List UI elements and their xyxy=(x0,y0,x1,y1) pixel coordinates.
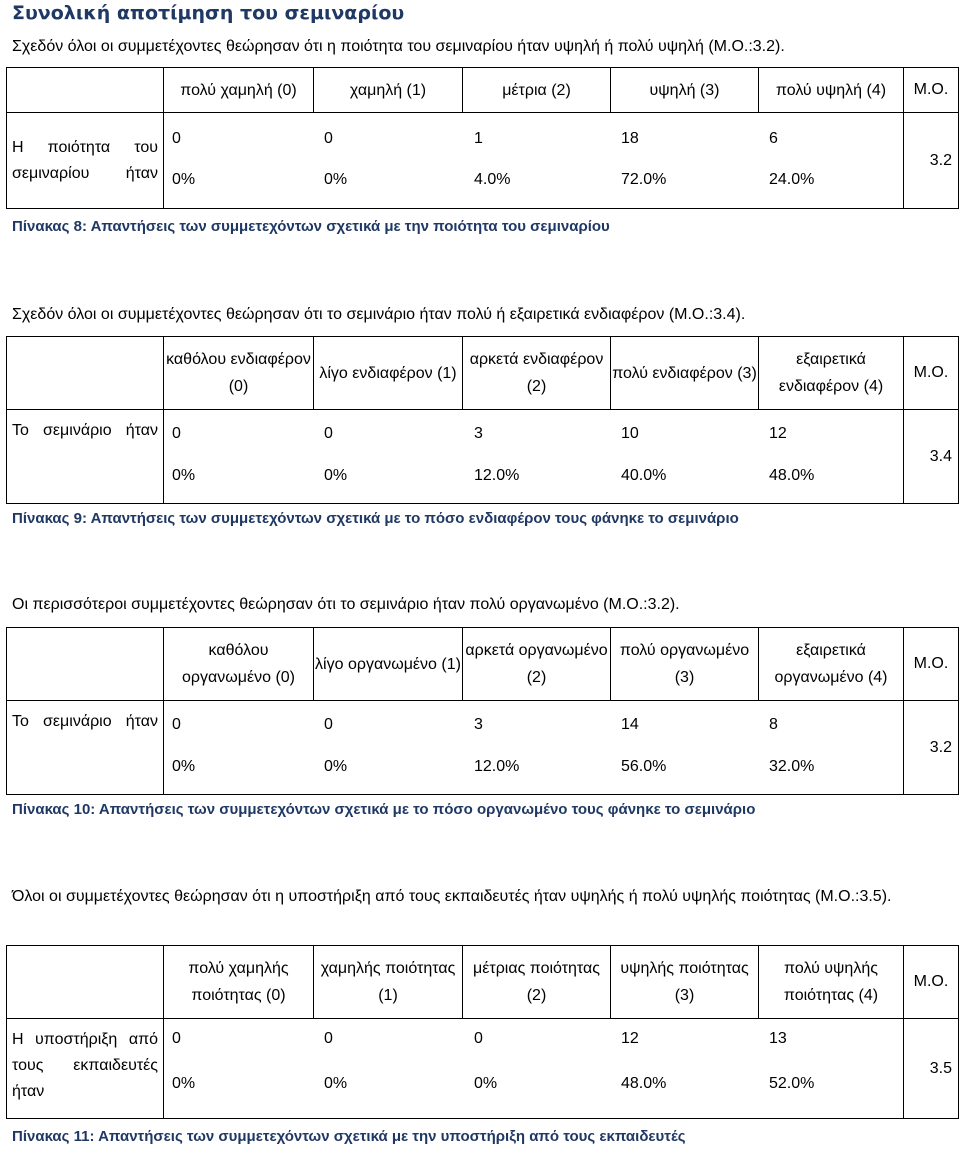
count-value: 1 xyxy=(474,130,483,147)
count-value: 10 xyxy=(621,424,639,442)
mean-column-header: Μ.Ο. xyxy=(904,628,959,701)
percent-value: 0% xyxy=(172,171,196,188)
percent-value: 12.0% xyxy=(474,757,520,775)
values-cell xyxy=(164,410,904,504)
count-row xyxy=(164,1027,903,1052)
section-1-intro: Σχεδόν όλοι οι συμμετέχοντες θεώρησαν ότι η ποιότητα του σεμιναρίου ήταν υψηλή ή πολύ υψηλή (Μ.Ο.:3.2). xyxy=(12,38,785,55)
percent-row xyxy=(164,754,903,779)
column-header: υψηλή (3) xyxy=(611,68,759,113)
column-header: μέτρια (2) xyxy=(463,68,611,113)
column-header: πολύ χαμηλή (0) xyxy=(164,68,314,113)
count-value: 0 xyxy=(474,1030,483,1047)
column-header: χαμηλή (1) xyxy=(314,68,463,113)
count-row xyxy=(164,127,903,152)
column-header: λίγο ενδιαφέρον (1) xyxy=(314,337,463,410)
mean-value: 3.5 xyxy=(904,1019,959,1119)
percent-value: 0% xyxy=(474,1075,498,1092)
column-header: υψηλής ποιότητας (3) xyxy=(611,946,759,1019)
table-10 xyxy=(6,627,959,795)
mean-column-header: Μ.Ο. xyxy=(904,946,959,1019)
table-header-corner xyxy=(7,628,164,701)
section-2-intro: Σχεδόν όλοι οι συμμετέχοντες θεώρησαν ότι το σεμινάριο ήταν πολύ ή εξαιρετικά ενδιαφέρον (Μ.Ο.:3.4). xyxy=(12,306,746,323)
count-value: 3 xyxy=(474,424,483,442)
percent-value: 0% xyxy=(324,466,348,484)
count-value: 0 xyxy=(324,424,333,442)
count-value: 12 xyxy=(769,424,787,442)
count-value: 12 xyxy=(621,1030,639,1047)
percent-value: 32.0% xyxy=(769,757,815,775)
column-header: αρκετά ενδιαφέρον (2) xyxy=(463,337,611,410)
table-9-caption: Πίνακας 9: Απαντήσεις των συμμετεχόντων σχετικά με το πόσο ενδιαφέρον τους φάνηκε το σεμινάριο xyxy=(12,510,739,527)
percent-value: 0% xyxy=(172,466,196,484)
count-value: 18 xyxy=(621,130,639,147)
count-row xyxy=(164,421,903,446)
count-value: 0 xyxy=(172,1030,181,1047)
percent-value: 48.0% xyxy=(621,1075,667,1092)
column-header: εξαιρετικά οργανωμένο (4) xyxy=(759,628,904,701)
column-header: εξαιρετικά ενδιαφέρον (4) xyxy=(759,337,904,410)
section-3-intro: Οι περισσότεροι συμμετέχοντες θεώρησαν ότι το σεμινάριο ήταν πολύ οργανωμένο (Μ.Ο.:3.2). xyxy=(12,596,680,613)
percent-row xyxy=(164,168,903,193)
column-header: πολύ ενδιαφέρον (3) xyxy=(611,337,759,410)
count-value: 0 xyxy=(172,715,181,733)
percent-value: 0% xyxy=(324,757,348,775)
column-header: μέτριας ποιότητας (2) xyxy=(463,946,611,1019)
table-9 xyxy=(6,336,959,504)
column-header: λίγο οργανωμένο (1) xyxy=(314,628,463,701)
table-header-corner xyxy=(7,946,164,1019)
count-value: 14 xyxy=(621,715,639,733)
table-10-caption: Πίνακας 10: Απαντήσεις των συμμετεχόντων σχετικά με το πόσο οργανωμένο τους φάνηκε το σεμινάριο xyxy=(12,801,756,818)
table-header-corner xyxy=(7,337,164,410)
row-label: Το σεμινάριο ήταν xyxy=(7,410,164,504)
values-cell xyxy=(164,1019,904,1119)
column-header: πολύ υψηλή (4) xyxy=(759,68,904,113)
mean-column-header: Μ.Ο. xyxy=(904,337,959,410)
count-value: 13 xyxy=(769,1030,787,1047)
table-8 xyxy=(6,67,959,209)
row-label: Το σεμινάριο ήταν xyxy=(7,701,164,795)
count-row xyxy=(164,712,903,737)
column-header: καθόλου οργανωμένο (0) xyxy=(164,628,314,701)
values-cell xyxy=(164,701,904,795)
percent-value: 40.0% xyxy=(621,466,667,484)
table-11-caption: Πίνακας 11: Απαντήσεις των συμμετεχόντων σχετικά με την υποστήριξη από τους εκπαιδευτές xyxy=(12,1128,686,1145)
table-11 xyxy=(6,945,959,1119)
column-header: χαμηλής ποιότητας (1) xyxy=(314,946,463,1019)
count-value: 0 xyxy=(172,130,181,147)
mean-value: 3.4 xyxy=(904,410,959,504)
percent-value: 48.0% xyxy=(769,466,815,484)
count-value: 3 xyxy=(474,715,483,733)
mean-value: 3.2 xyxy=(904,113,959,209)
column-header: πολύ υψηλής ποιότητας (4) xyxy=(759,946,904,1019)
percent-value: 24.0% xyxy=(769,171,815,188)
percent-value: 56.0% xyxy=(621,757,667,775)
count-value: 8 xyxy=(769,715,778,733)
percent-value: 72.0% xyxy=(621,171,667,188)
section-4-intro: Όλοι οι συμμετέχοντες θεώρησαν ότι η υποστήριξη από τους εκπαιδευτές ήταν υψηλής ή πολύ υψηλής ποιότητας (Μ.Ο.:3.5). xyxy=(12,888,892,905)
column-header: πολύ οργανωμένο (3) xyxy=(611,628,759,701)
percent-row xyxy=(164,463,903,488)
count-value: 0 xyxy=(324,1030,333,1047)
page-title: Συνολική αποτίμηση του σεμιναρίου xyxy=(12,2,405,24)
count-value: 0 xyxy=(324,715,333,733)
table-header-corner xyxy=(7,68,164,113)
values-cell xyxy=(164,113,904,209)
table-8-caption: Πίνακας 8: Απαντήσεις των συμμετεχόντων σχετικά με την ποιότητα του σεμιναρίου xyxy=(12,218,610,235)
percent-value: 4.0% xyxy=(474,171,511,188)
count-value: 0 xyxy=(172,424,181,442)
column-header: αρκετά οργανωμένο (2) xyxy=(463,628,611,701)
percent-value: 0% xyxy=(172,757,196,775)
percent-row xyxy=(164,1072,903,1097)
row-label: Η υποστήριξη από τους εκπαιδευτές ήταν xyxy=(7,1019,164,1119)
column-header: καθόλου ενδιαφέρον (0) xyxy=(164,337,314,410)
percent-value: 0% xyxy=(172,1075,196,1092)
mean-column-header: Μ.Ο. xyxy=(904,68,959,113)
percent-value: 0% xyxy=(324,1075,348,1092)
column-header: πολύ χαμηλής ποιότητας (0) xyxy=(164,946,314,1019)
percent-value: 52.0% xyxy=(769,1075,815,1092)
count-value: 0 xyxy=(324,130,333,147)
mean-value: 3.2 xyxy=(904,701,959,795)
percent-value: 12.0% xyxy=(474,466,520,484)
row-label: Η ποιότητα του σεμιναρίου ήταν xyxy=(7,113,164,209)
count-value: 6 xyxy=(769,130,778,147)
percent-value: 0% xyxy=(324,171,348,188)
